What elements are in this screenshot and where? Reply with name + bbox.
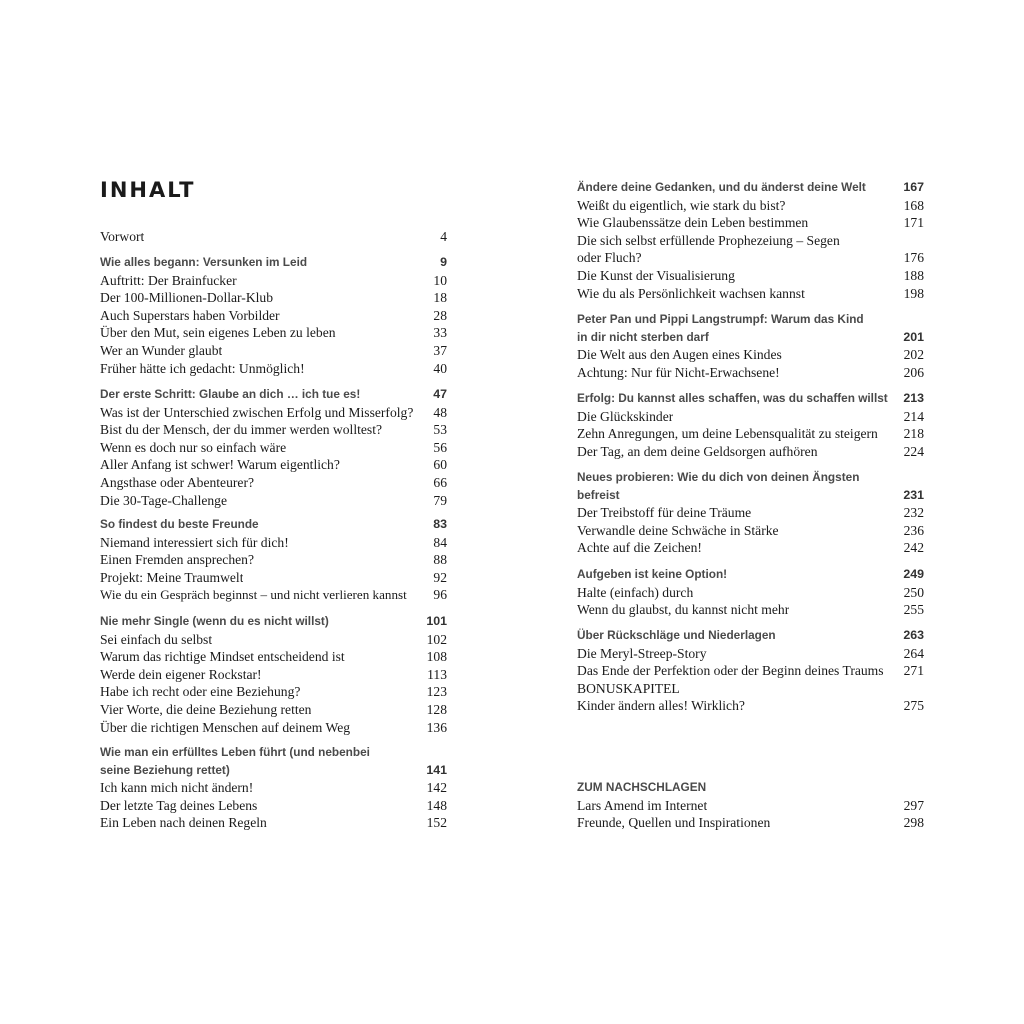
section-heading[interactable] [100, 744, 447, 779]
toc-entry[interactable] [577, 346, 924, 364]
toc-entry[interactable] [100, 666, 447, 684]
section-title-line1: Neues probieren: Wie du dich von deinen Ängsten [577, 470, 860, 484]
reference-title: ZUM NACHSCHLAGEN [577, 780, 707, 794]
toc-entry[interactable] [100, 631, 447, 649]
toc-entry[interactable] [577, 232, 924, 267]
toc-entry[interactable] [100, 456, 447, 474]
toc-entry[interactable] [577, 539, 924, 557]
toc-entry-page: 108 [426, 649, 447, 665]
toc-entry-title: Weißt du eigentlich, wie stark du bist? [577, 197, 786, 213]
toc-entry-page: 142 [426, 780, 447, 796]
toc-entry-title: Bist du der Mensch, der du immer werden wolltest? [100, 422, 383, 438]
toc-entry-page: 96 [433, 587, 447, 603]
toc-entry-title: Die Meryl-Streep-Story [577, 645, 707, 661]
toc-entry-title: Habe ich recht oder eine Beziehung? [100, 684, 301, 700]
toc-entry-page: 136 [426, 719, 447, 735]
toc-entry-page: 255 [903, 602, 924, 618]
section-page: 141 [426, 762, 447, 777]
section-title: So findest du beste Freunde [100, 517, 259, 531]
section-title: Der erste Schritt: Glaube an dich … ich tue es! [100, 387, 361, 401]
section-heading[interactable] [100, 613, 447, 631]
toc-entry-title: Vier Worte, die deine Beziehung retten [100, 701, 312, 717]
toc-entry[interactable] [100, 551, 447, 569]
toc-entry-page: 148 [426, 797, 447, 813]
toc-entry-title: Angsthase oder Abenteurer? [100, 474, 255, 490]
toc-entry-page: 206 [903, 364, 924, 380]
toc-entry-page: 236 [903, 522, 924, 538]
toc-entry-title: Die 30-Tage-Challenge [100, 492, 228, 508]
toc-entry[interactable] [577, 522, 924, 540]
toc-entry-title: Was ist der Unterschied zwischen Erfolg und Misserfolg? [100, 404, 414, 420]
toc-entry-page: 176 [903, 250, 924, 266]
toc-entry[interactable] [577, 697, 924, 715]
toc-entry-title: Die Kunst der Visualisierung [577, 267, 735, 283]
toc-entry-title: Projekt: Meine Traumwelt [100, 569, 244, 585]
toc-entry-title: Wenn es doch nur so einfach wäre [100, 439, 287, 455]
toc-entry[interactable] [100, 474, 447, 492]
toc-entry-page: 271 [903, 663, 924, 679]
section-title: Nie mehr Single (wenn du es nicht willst) [100, 614, 329, 628]
toc-entry[interactable] [100, 586, 447, 604]
toc-entry[interactable] [577, 267, 924, 285]
toc-entry-title: Lars Amend im Internet [577, 797, 708, 813]
toc-entry[interactable] [577, 425, 924, 443]
toc-entry[interactable] [577, 797, 924, 815]
toc-entry-page: 48 [433, 404, 447, 420]
toc-entry-page: 171 [903, 215, 924, 231]
toc-entry-title: Die Welt aus den Augen eines Kindes [577, 347, 782, 363]
section-heading[interactable] [577, 179, 924, 197]
toc-section-5 [100, 744, 447, 832]
toc-entry-title-line1: Die sich selbst erfüllende Prophezeiung – Segen [577, 232, 840, 248]
toc-entry-page: 232 [903, 505, 924, 521]
toc-entry[interactable] [100, 779, 447, 797]
toc-entry[interactable] [577, 601, 924, 619]
toc-entry[interactable] [100, 701, 447, 719]
section-page: 249 [903, 567, 924, 581]
section-page: 231 [903, 487, 924, 502]
section-heading[interactable] [577, 311, 924, 346]
section-page: 263 [903, 628, 924, 642]
toc-entry-title: Wie Glaubenssätze dein Leben bestimmen [577, 215, 809, 231]
toc-entry-title: Wie du als Persönlichkeit wachsen kannst [577, 285, 805, 301]
section-page: 83 [433, 517, 447, 531]
toc-entry-title: Wenn du glaubst, du kannst nicht mehr [577, 602, 790, 618]
section-heading[interactable] [577, 566, 924, 584]
toc-entry-title: Das Ende der Perfektion oder der Beginn deines Traums [577, 663, 884, 679]
section-page: 9 [440, 255, 447, 269]
toc-entry-page: 168 [903, 197, 924, 213]
toc-entry-title: Ich kann mich nicht ändern! [100, 780, 254, 796]
toc-entry-title: Warum das richtige Mindset entscheidend ist [100, 649, 345, 665]
toc-entry-title: Der Tag, an dem deine Geldsorgen aufhören [577, 443, 818, 459]
section-page: 201 [903, 329, 924, 344]
toc-entry[interactable] [577, 584, 924, 602]
toc-entry[interactable] [100, 307, 447, 325]
toc-section-6 [577, 179, 924, 302]
toc-entry[interactable] [577, 285, 924, 303]
toc-entry[interactable] [577, 364, 924, 382]
toc-section-11 [577, 627, 924, 715]
toc-entry-page: 56 [433, 439, 447, 455]
toc-entry-title: Niemand interessiert sich für dich! [100, 534, 289, 550]
section-title: Ändere deine Gedanken, und du änderst deine Welt [577, 180, 866, 194]
toc-entry-page: 79 [433, 492, 447, 508]
toc-entry-title: Halte (einfach) durch [577, 584, 694, 600]
toc-entry-title: oder Fluch? [577, 250, 642, 266]
toc-entry-page: 37 [433, 342, 447, 358]
toc-entry-page: 40 [433, 360, 447, 376]
toc-entry[interactable] [100, 683, 447, 701]
toc-entry-page: 198 [903, 285, 924, 301]
toc-entry-title: Der letzte Tag deines Lebens [100, 797, 258, 813]
section-title: Wie alles begann: Versunken im Leid [100, 255, 308, 269]
toc-entry[interactable] [100, 569, 447, 587]
section-heading[interactable] [577, 469, 924, 504]
toc-entry[interactable] [100, 324, 447, 342]
toc-entry-page: 188 [903, 267, 924, 283]
toc-entry-title: Wer an Wunder glaubt [100, 342, 223, 358]
toc-entry-page: 92 [433, 569, 447, 585]
toc-entry-page: 88 [433, 552, 447, 568]
toc-entry[interactable] [100, 342, 447, 360]
toc-entry[interactable] [100, 534, 447, 552]
toc-entry[interactable] [100, 814, 447, 832]
toc-entry-page: 84 [433, 534, 447, 550]
section-page: 101 [426, 614, 447, 628]
toc-entry-page: 60 [433, 457, 447, 473]
page-title: INHALT [100, 178, 196, 202]
toc-section-2 [100, 386, 447, 509]
section-heading[interactable] [100, 254, 447, 272]
toc-section-7 [577, 311, 924, 381]
toc-entry[interactable] [100, 360, 447, 378]
toc-section-4 [100, 613, 447, 736]
toc-reference [577, 779, 924, 832]
toc-section-10 [577, 566, 924, 619]
toc-entry-page: 113 [427, 666, 447, 682]
toc-entry-page: 33 [433, 325, 447, 341]
toc-entry-page: 224 [903, 443, 924, 459]
toc-entry-page: 18 [433, 290, 447, 306]
section-title: Erfolg: Du kannst alles schaffen, was du schaffen willst [577, 391, 888, 405]
toc-entry-page: 264 [903, 645, 924, 661]
toc-entry-title: Auch Superstars haben Vorbilder [100, 307, 280, 323]
toc-entry[interactable] [100, 492, 447, 510]
toc-entry[interactable] [100, 648, 447, 666]
toc-entry-title: Über die richtigen Menschen auf deinem Weg [100, 719, 351, 735]
toc-entry-page: 66 [433, 474, 447, 490]
section-title: Über Rückschläge und Niederlagen [577, 628, 776, 642]
toc-entry[interactable] [100, 289, 447, 307]
toc-entry-page: 218 [903, 426, 924, 442]
section-heading[interactable] [100, 386, 447, 404]
section-title-line1: Wie man ein erfülltes Leben führt (und nebenbei [100, 745, 370, 759]
toc-entry-title: Aller Anfang ist schwer! Warum eigentlich? [100, 457, 340, 473]
toc-entry-page: 123 [426, 684, 447, 700]
toc-section-9 [577, 469, 924, 557]
toc-entry-title: Vorwort [100, 229, 145, 244]
toc-entry[interactable] [100, 719, 447, 737]
toc-entry[interactable] [100, 439, 447, 457]
toc-entry[interactable] [577, 408, 924, 426]
toc-entry-page: 250 [903, 584, 924, 600]
toc-section-3 [100, 516, 447, 604]
toc-entry-page: 242 [903, 540, 924, 556]
section-heading[interactable] [577, 627, 924, 645]
toc-entry-page: 102 [426, 631, 447, 647]
toc-entry-page: 214 [903, 408, 924, 424]
bonus-label: BONUSKAPITEL [577, 680, 680, 696]
toc-entry[interactable] [577, 443, 924, 461]
toc-entry[interactable] [577, 662, 924, 680]
toc-entry-title: Der 100-Millionen-Dollar-Klub [100, 290, 274, 306]
toc-entry-vorwort[interactable] [100, 228, 447, 246]
toc-entry-title: Zehn Anregungen, um deine Lebensqualität zu steigern [577, 426, 878, 442]
toc-entry-title: Sei einfach du selbst [100, 631, 213, 647]
toc-entry-page: 297 [903, 797, 924, 813]
toc-entry-title: Achte auf die Zeichen! [577, 540, 702, 556]
toc-entry[interactable] [100, 797, 447, 815]
toc-entry-page: 128 [426, 701, 447, 717]
section-page: 213 [903, 391, 924, 405]
section-heading[interactable] [577, 390, 924, 408]
toc-entry[interactable] [100, 404, 447, 422]
section-title: befreist [577, 487, 620, 502]
toc-entry-title: Auftritt: Der Brainfucker [100, 272, 237, 288]
section-page: 47 [433, 387, 447, 401]
toc-section-8 [577, 390, 924, 460]
toc-entry-page: 10 [433, 272, 447, 288]
toc-entry-title: Wie du ein Gespräch beginnst – und nicht verlieren kannst [100, 587, 407, 603]
toc-entry-title: Einen Fremden ansprechen? [100, 552, 254, 568]
toc-entry-title: Über den Mut, sein eigenes Leben zu leben [100, 325, 336, 341]
toc-entry-title: Kinder ändern alles! Wirklich? [577, 698, 745, 714]
toc-entry[interactable] [577, 197, 924, 215]
toc-entry-title: Die Glückskinder [577, 408, 674, 424]
section-page: 167 [903, 180, 924, 194]
toc-entry-page: 28 [433, 307, 447, 323]
toc-entry-page: 275 [903, 698, 924, 714]
toc-entry-title: Der Treibstoff für deine Träume [577, 505, 752, 521]
toc-entry[interactable] [100, 421, 447, 439]
toc-entry[interactable] [577, 214, 924, 232]
toc-entry[interactable] [577, 504, 924, 522]
toc-entry-page: 53 [433, 422, 447, 438]
toc-entry-title: Früher hätte ich gedacht: Unmöglich! [100, 360, 305, 376]
section-title: in dir nicht sterben darf [577, 329, 709, 344]
toc-entry-title: Werde dein eigener Rockstar! [100, 666, 262, 682]
toc-entry[interactable] [577, 645, 924, 663]
toc-entry-page: 298 [903, 815, 924, 831]
toc-entry-title: Freunde, Quellen und Inspirationen [577, 815, 771, 831]
toc-entry[interactable] [577, 814, 924, 832]
toc-entry[interactable] [100, 272, 447, 290]
toc-entry-title: Ein Leben nach deinen Regeln [100, 815, 267, 831]
toc-entry-page: 4 [440, 229, 447, 244]
toc-entry-page: 152 [426, 815, 447, 831]
section-heading[interactable] [100, 516, 447, 534]
toc-entry-page: 202 [903, 347, 924, 363]
toc-section-1 [100, 254, 447, 377]
section-title: Aufgeben ist keine Option! [577, 567, 728, 581]
toc-entry-title: Achtung: Nur für Nicht-Erwachsene! [577, 364, 780, 380]
toc-entry-title: Verwandle deine Schwäche in Stärke [577, 522, 779, 538]
section-title: seine Beziehung rettet) [100, 762, 230, 777]
section-title-line1: Peter Pan und Pippi Langstrumpf: Warum das Kind [577, 312, 864, 326]
